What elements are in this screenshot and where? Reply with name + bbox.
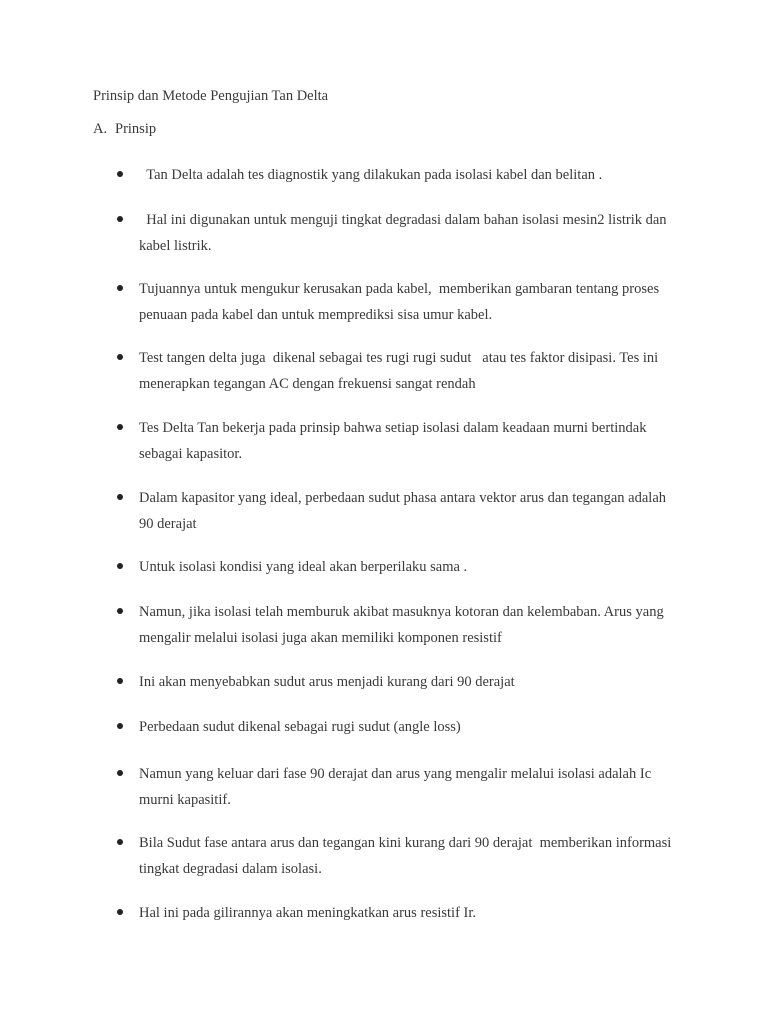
- list-item-text: Dalam kapasitor yang ideal, perbedaan sudut phasa antara vektor arus dan tegangan adalah 90 derajat: [139, 490, 674, 532]
- bullet-icon: [117, 494, 123, 500]
- list-item-text: Tan Delta adalah tes diagnostik yang dilakukan pada isolasi kabel dan belitan .: [139, 167, 603, 183]
- list-item-text: Namun, jika isolasi telah memburuk akibat masuknya kotoran dan kelembaban. Arus yang mengalir melalui isolasi juga akan memiliki komponen resistif: [139, 604, 668, 646]
- bullet-icon: [117, 563, 123, 569]
- list-item-text: Tujuannya untuk mengukur kerusakan pada kabel, memberikan gambaran tentang proses penuaan pada kabel dan untuk memprediksi sisa umur kabel.: [139, 281, 663, 323]
- section-heading: [93, 121, 156, 138]
- bullet-icon: [117, 909, 123, 915]
- list-item-text: Perbedaan sudut dikenal sebagai rugi sudut (angle loss): [139, 719, 461, 735]
- list-item-text: Test tangen delta juga dikenal sebagai tes rugi rugi sudut atau tes faktor disipasi. Tes ini menerapkan tegangan AC dengan frekuensi sangat rendah: [139, 350, 662, 392]
- bullet-icon: [117, 171, 123, 177]
- list-item-text: Untuk isolasi kondisi yang ideal akan berperilaku sama .: [139, 559, 468, 575]
- bullet-icon: [117, 354, 123, 360]
- list-item-text: Hal ini pada gilirannya akan meningkatkan arus resistif Ir.: [139, 905, 477, 921]
- section-letter: A.: [93, 121, 108, 137]
- bullet-icon: [117, 723, 123, 729]
- list-item-text: Ini akan menyebabkan sudut arus menjadi kurang dari 90 derajat: [139, 674, 515, 690]
- list-item-text: Hal ini digunakan untuk menguji tingkat degradasi dalam bahan isolasi mesin2 listrik dan kabel listrik.: [139, 212, 671, 254]
- bullet-icon: [117, 424, 123, 430]
- section-heading-text: Prinsip: [115, 121, 157, 137]
- list-item-text: Tes Delta Tan bekerja pada prinsip bahwa setiap isolasi dalam keadaan murni bertindak sebagai kapasitor.: [139, 420, 651, 462]
- list-item-text: Bila Sudut fase antara arus dan tegangan kini kurang dari 90 derajat memberikan informasi tingkat degradasi dalam isolasi.: [139, 835, 679, 877]
- bullet-icon: [117, 839, 123, 845]
- bullet-icon: [117, 770, 123, 776]
- bullet-icon: [117, 216, 123, 222]
- bullet-icon: [117, 608, 123, 614]
- bullet-icon: [117, 678, 123, 684]
- list-item-text: Namun yang keluar dari fase 90 derajat dan arus yang mengalir melalui isolasi adalah Ic murni kapasitif.: [139, 766, 655, 808]
- document-title: Prinsip dan Metode Pengujian Tan Delta: [93, 88, 329, 104]
- bullet-icon: [117, 285, 123, 291]
